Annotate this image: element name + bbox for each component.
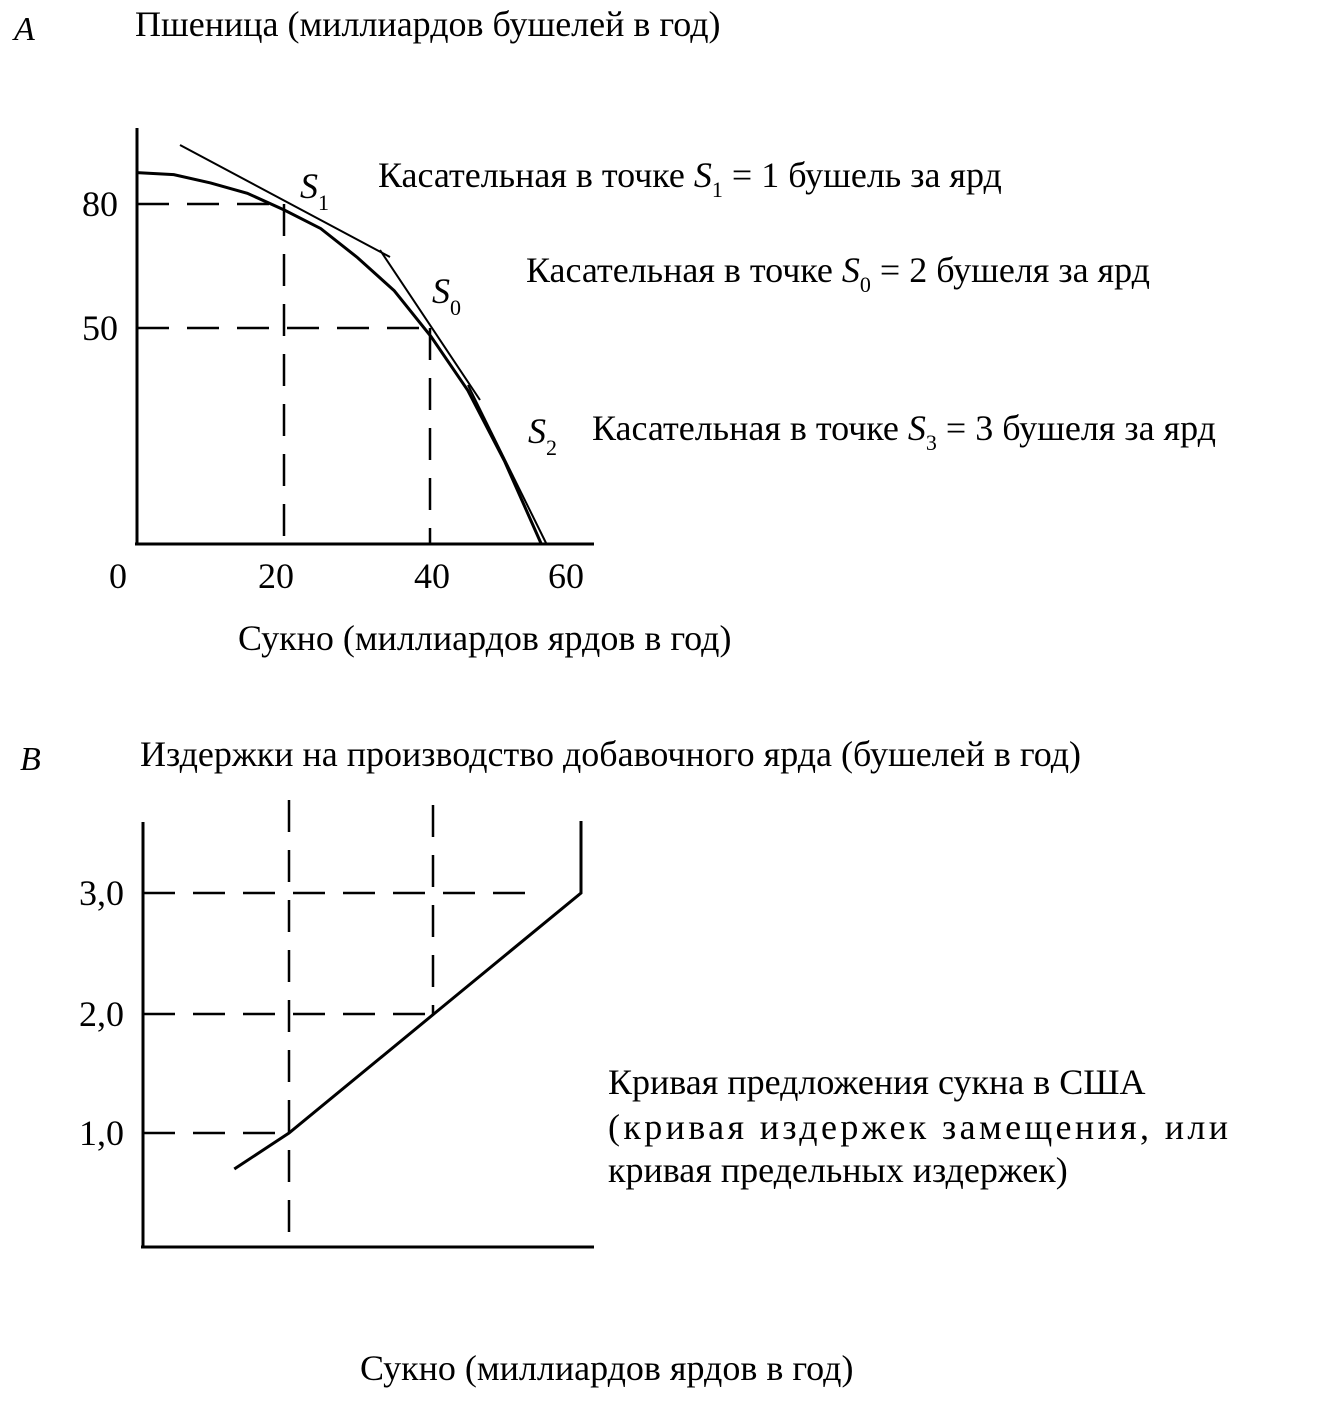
supply-curve-note-line-2: (кривая издержек замещения, или [608,1107,1228,1147]
tangent-note-s0-post: = 2 бушеля за ярд [870,250,1150,290]
tangent-note-s3-sub: 3 [925,430,937,455]
point-label-s2-sub: 2 [546,435,557,460]
tangent-note-s1-sub: 1 [711,177,723,202]
point-label-s0 [432,271,461,320]
y-tick-80: 80 [82,184,118,224]
panel-a-letter: A [14,11,35,48]
point-label-s1-base: S [300,166,318,206]
x-tick-60: 60 [548,556,584,596]
x-tick-20: 20 [258,556,294,596]
tangent-note-s1-post: = 1 бушель за ярд [722,155,1002,195]
tangent-note-s0-base: S [841,250,860,290]
tangent-note-s0-sub: 0 [859,272,871,297]
tangent-line-s0 [380,250,480,400]
tangent-note-s1-base: S [693,155,712,195]
tangent-note-s0-pre: Касательная в точке [526,250,842,290]
supply-curve-note-line-3: кривая предельных издержек) [608,1150,1068,1190]
production-possibility-curve [137,173,541,544]
tangent-note-s0 [526,250,1150,297]
tangent-line-s1 [180,145,390,257]
panel-b-title: Издержки на производство добавочного ярда (бушелей в год) [140,734,1082,774]
point-label-s0-base: S [432,271,450,311]
tangent-note-s3-base: S [907,408,926,448]
tangent-note-s3-pre: Касательная в точке [592,408,908,448]
tangent-line-s2 [468,385,547,545]
y-tick-3: 3,0 [79,873,124,913]
panel-a-x-axis-label: Сукно (миллиардов ярдов в год) [238,618,732,658]
panel-b-x-axis-label: Сукно (миллиардов ярдов в год) [360,1348,854,1388]
panel-a [12,4,1216,658]
point-label-s1 [300,166,329,215]
x-tick-40: 40 [414,556,450,596]
point-label-s2-base: S [528,411,546,451]
tangent-note-s1-pre: Касательная в точке [378,155,694,195]
y-tick-50: 50 [82,308,118,348]
y-tick-1: 1,0 [79,1113,124,1153]
point-label-s1-sub: 1 [318,190,329,215]
x-tick-0: 0 [109,556,127,596]
panel-b-letter: B [20,741,41,778]
tangent-note-s3-post: = 3 бушеля за ярд [936,408,1216,448]
supply-curve-note-line-1: Кривая предложения сукна в США [608,1062,1146,1102]
y-tick-2: 2,0 [79,994,124,1034]
panel-b [20,734,1228,1388]
tangent-note-s1 [378,155,1002,202]
point-label-s0-sub: 0 [450,295,461,320]
tangent-note-s3 [592,408,1216,455]
point-label-s2 [528,411,557,460]
panel-a-title: Пшеница (миллиардов бушелей в год) [135,4,721,44]
supply-curve [234,821,581,1169]
